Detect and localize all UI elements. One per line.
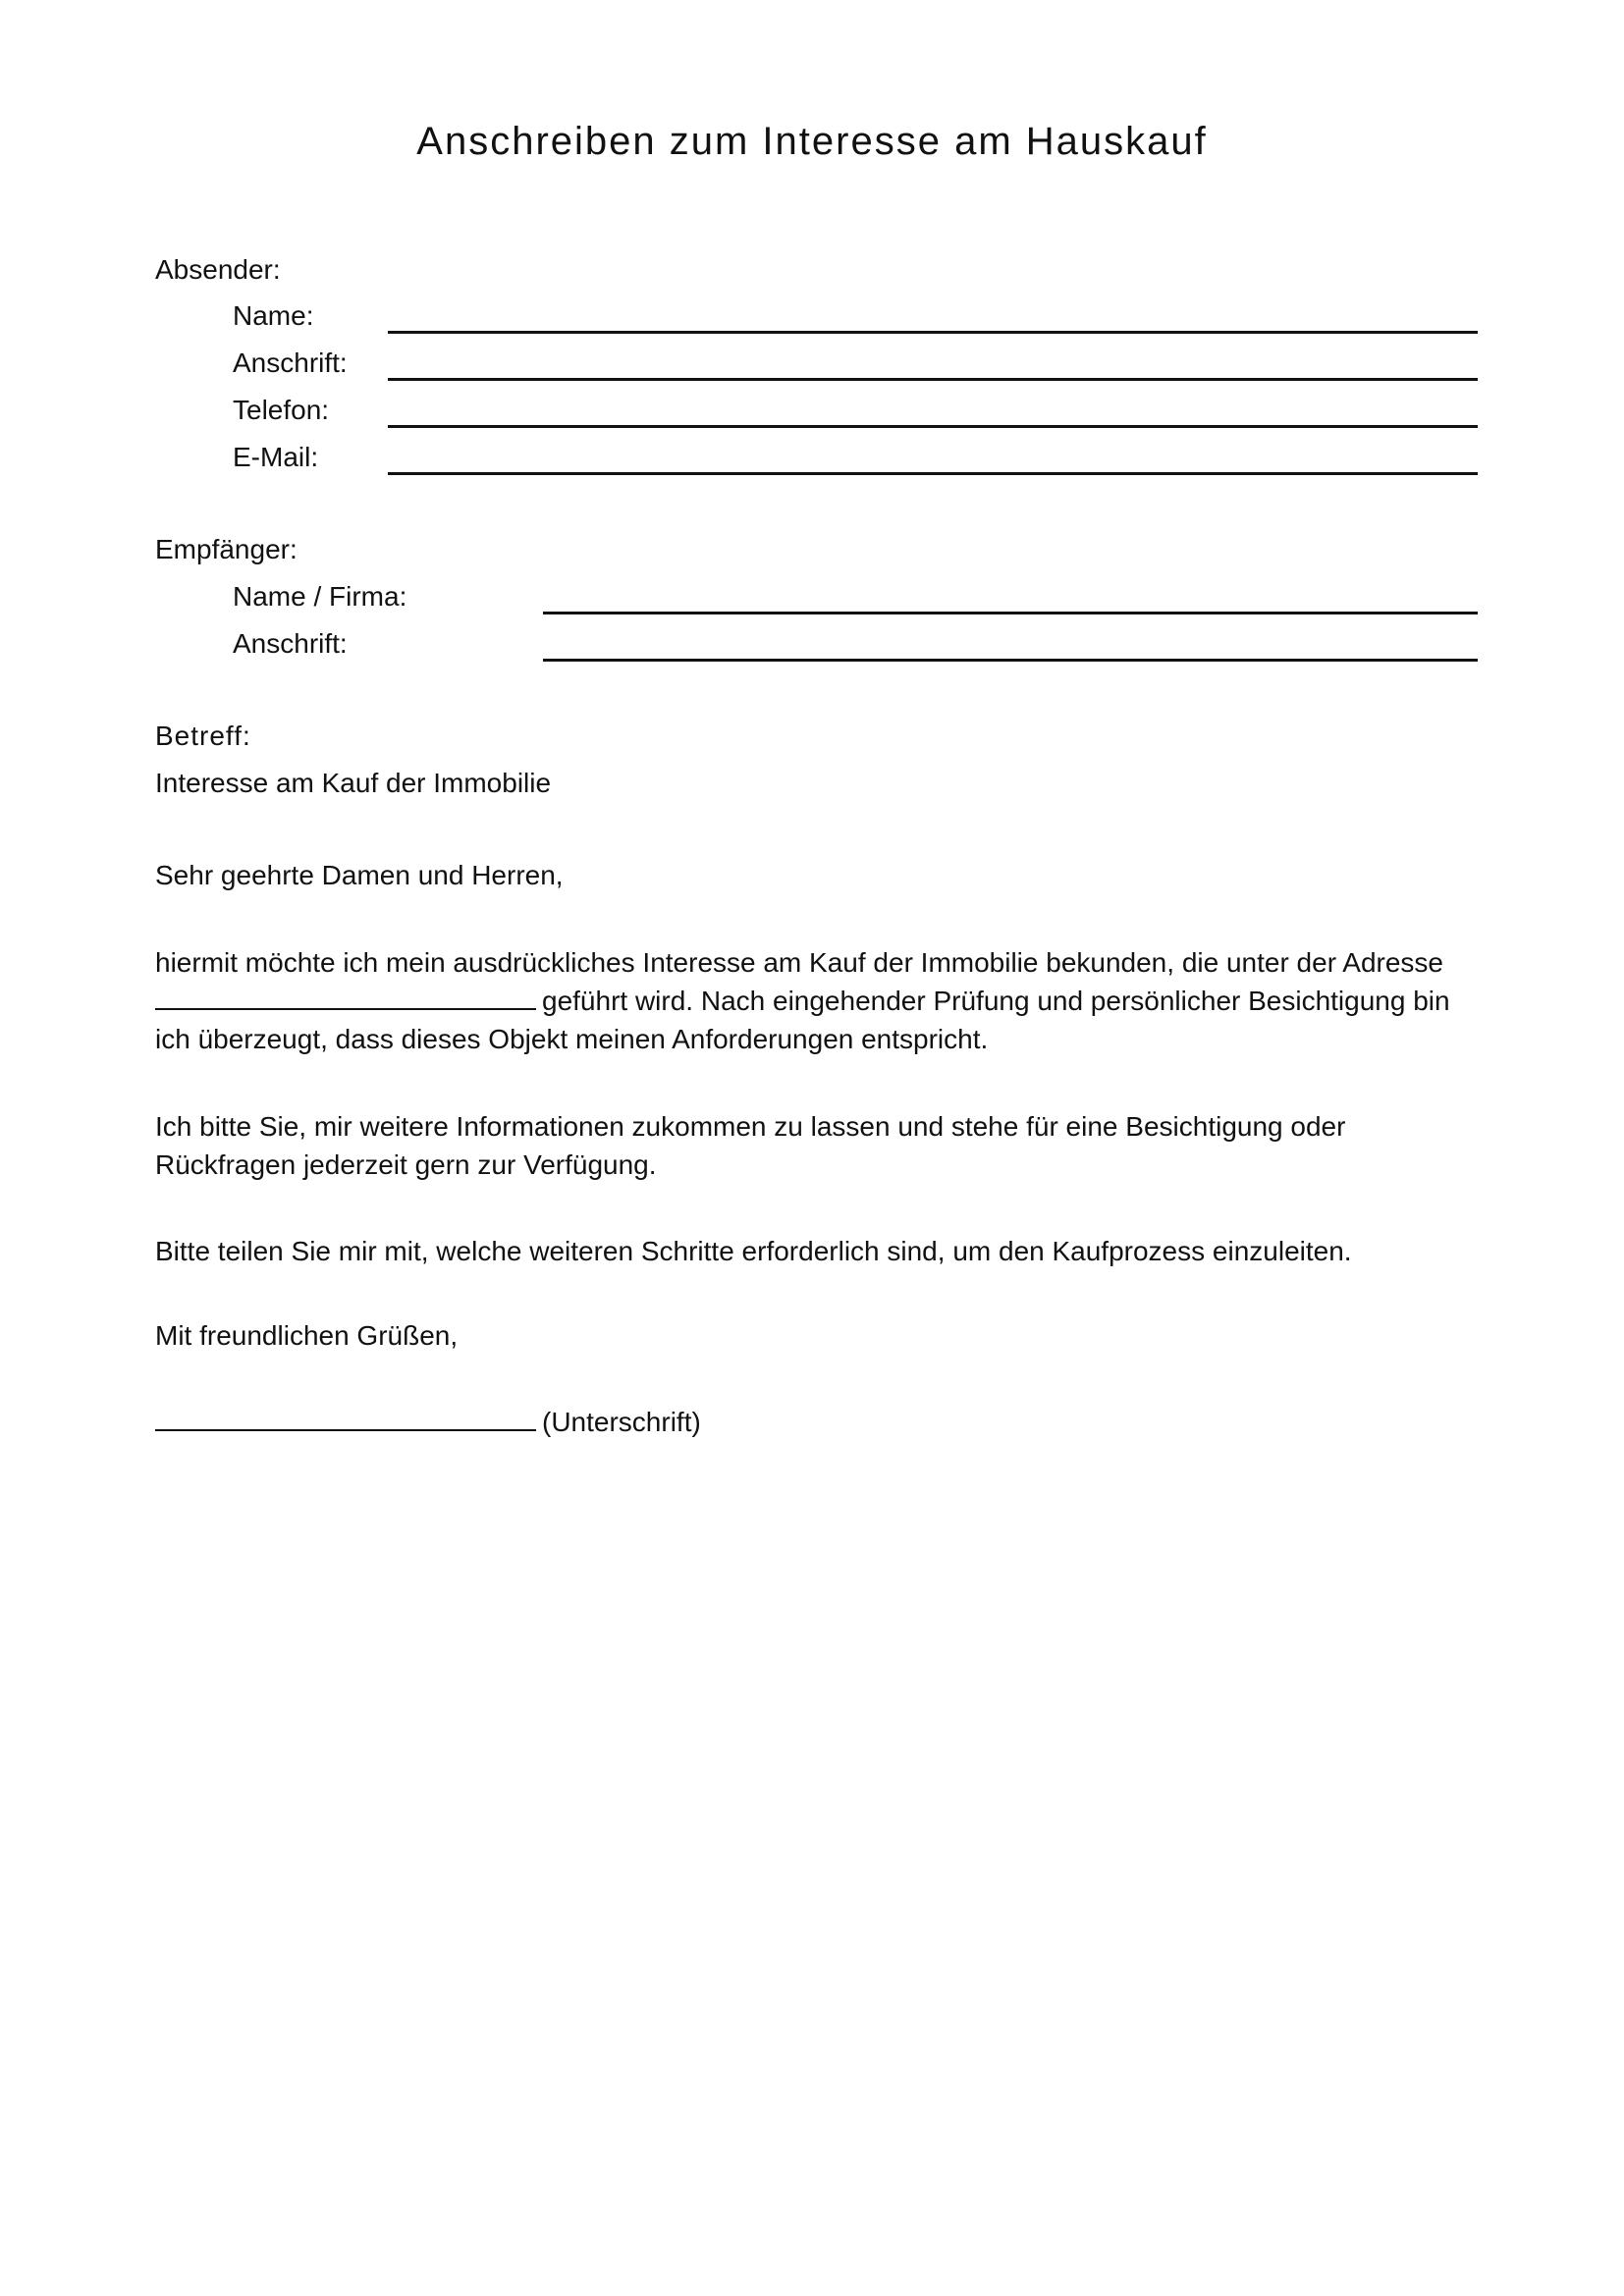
paragraph-next-steps: Bitte teilen Sie mir mit, welche weiteren Schritte erforderlich sind, um den Kaufprozess einzuleiten.: [155, 1236, 1352, 1266]
subject-label: Betreff:: [155, 721, 251, 751]
recipient-label: Empfänger:: [155, 534, 298, 564]
property-address-blank[interactable]: [155, 982, 536, 1010]
sender-label: Absender:: [155, 254, 281, 285]
sender-email-label: E-Mail:: [233, 442, 319, 472]
subject-text: Interesse am Kauf der Immobilie: [155, 768, 552, 798]
recipient-name-field[interactable]: [543, 612, 1478, 614]
document-title: Anschreiben zum Interesse am Hauskauf: [416, 120, 1208, 163]
recipient-address-field[interactable]: [543, 659, 1478, 662]
signature-line: [155, 1403, 701, 1441]
sender-name-field[interactable]: [388, 331, 1478, 334]
signature-label: (Unterschrift): [542, 1407, 701, 1437]
sender-address-label: Anschrift:: [233, 347, 348, 378]
recipient-address-label: Anschrift:: [233, 628, 348, 659]
paragraph-interest-part2: geführt wird. Nach eingehender Prüfung und persönlicher Besichtigung bin ich überzeugt, dass dieses Objekt meinen Anforderungen entspricht.: [155, 986, 1450, 1054]
sender-name-label: Name:: [233, 300, 314, 331]
sender-address-field[interactable]: [388, 378, 1478, 381]
signature-blank[interactable]: [155, 1403, 536, 1431]
paragraph-interest: [155, 943, 1490, 1058]
closing: Mit freundlichen Grüßen,: [155, 1320, 459, 1351]
salutation: Sehr geehrte Damen und Herren,: [155, 860, 564, 890]
recipient-name-label: Name / Firma:: [233, 581, 407, 612]
sender-email-field[interactable]: [388, 472, 1478, 475]
sender-phone-field[interactable]: [388, 425, 1478, 428]
paragraph-interest-part1: hiermit möchte ich mein ausdrückliches Interesse am Kauf der Immobilie bekunden, die unter der Adresse: [155, 947, 1443, 978]
paragraph-information: Ich bitte Sie, mir weitere Informationen zukommen zu lassen und stehe für eine Besichtigung oder Rückfragen jederzeit gern zur Verfügung.: [155, 1111, 1346, 1180]
sender-phone-label: Telefon:: [233, 395, 330, 425]
